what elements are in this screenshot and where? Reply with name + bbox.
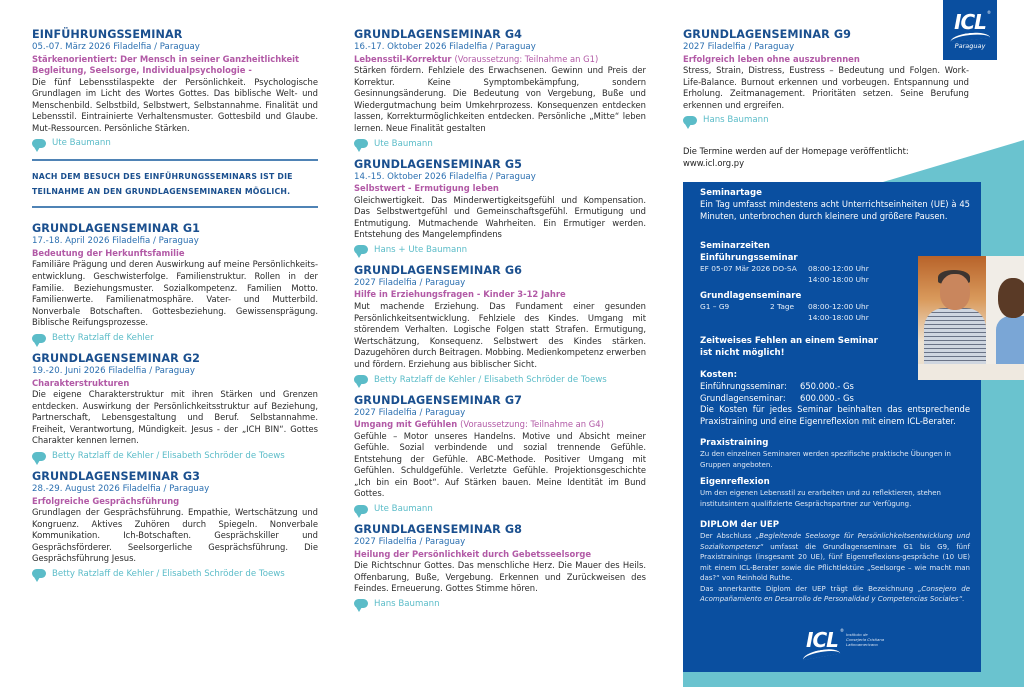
column-right	[683, 28, 973, 169]
warning-text: Zeitweises Fehlen an einem Seminar ist nicht möglich!	[700, 336, 878, 358]
schedule-time: 08:00-12:00 Uhr	[808, 302, 869, 311]
seminar-date: 05.-07. März 2026 Filadelfia / Paraguay	[32, 42, 200, 52]
seminar-date: 17.-18. April 2026 Filadelfia / Paraguay	[32, 236, 199, 247]
seminar-description: Die Richtschnur Gottes. Das menschliche Herz. Die Mauer des Heils. Offenbarung, Buße, Vergebung. Erkennen und Zurückweisen des Feindes. Erneuerung. Gottes Stimme hören.	[354, 560, 646, 594]
seminar-g1	[32, 222, 318, 344]
seminar-subtitle: Bedeutung der Herkunftsfamilie	[32, 247, 185, 258]
seminar-speaker	[32, 137, 318, 149]
schedule-time: 08:00-12:00 Uhr	[808, 264, 869, 273]
section-heading: DIPLOM der UEP	[700, 520, 780, 530]
seminar-subtitle: Erfolgreich leben ohne auszubrennen	[683, 53, 860, 64]
speech-bubble-icon	[354, 599, 368, 608]
speech-bubble-icon	[354, 375, 368, 384]
cost-label: Einführungsseminar:	[700, 381, 787, 391]
column-middle	[354, 28, 646, 618]
speaker-name: Betty Ratzlaff de Kehler / Elisabeth Schröder de Toews	[374, 374, 607, 385]
seminar-title: GRUNDLAGENSEMINAR G3	[32, 470, 200, 483]
speech-bubble-icon	[354, 245, 368, 254]
seminar-speaker	[354, 598, 646, 610]
seminar-title: GRUNDLAGENSEMINAR G2	[32, 352, 200, 366]
speech-bubble-icon	[32, 569, 46, 578]
seminar-g5	[354, 158, 646, 256]
schedule-days: 2 Tage	[770, 302, 795, 311]
seminar-title: GRUNDLAGENSEMINAR G8	[354, 523, 522, 537]
logo-tagline: Instituto de Consejería Cristiana Latinoamericano	[846, 632, 885, 647]
speaker-name: Ute Baumann	[52, 138, 111, 149]
seminar-title: GRUNDLAGENSEMINAR G5	[354, 157, 522, 171]
text: umfasst die Grundlagenseminare G1 bis G9, fünf Praxistrainings (insgesamt 20 UE), fünf Eigenreflexions-gespräche (10 UE) mit einem ICL-Berater sowie die Pflichtlektüre „Seelsorge – wie macht man das?“ von Reinhold Ruthe.	[700, 542, 970, 582]
schedule-row	[700, 264, 900, 285]
speech-bubble-icon	[354, 139, 368, 148]
seminar-date: 16.-17. Oktober 2026 Filadelfia / Paraguay	[354, 42, 536, 52]
seminar-title: GRUNDLAGENSEMINAR G7	[354, 393, 522, 407]
seminar-subtitle	[354, 419, 646, 431]
seminar-speaker	[32, 568, 318, 580]
speaker-name: Betty Ratzlaff de Kehler	[52, 333, 154, 344]
speech-bubble-icon	[32, 334, 46, 343]
section-heading: Praxistraining	[700, 438, 769, 448]
section-heading: Kosten:	[700, 370, 738, 380]
seminar-speaker	[32, 332, 318, 344]
seminar-date: 14.-15. Oktober 2026 Filadelfia / Paraguay	[354, 171, 536, 182]
schedule-time: 14:00-18:00 Uhr	[808, 312, 869, 322]
requirement-note: (Voraussetzung: Teilnahme an G1)	[454, 53, 599, 64]
seminar-subtitle: Selbstwert - Ermutigung leben	[354, 183, 499, 194]
seminar-subtitle: Hilfe in Erziehungsfragen - Kinder 3-12 Jahre	[354, 289, 566, 300]
seminar-speaker	[354, 503, 646, 515]
diplom-paragraph-2	[700, 584, 970, 605]
speaker-name: Ute Baumann	[374, 504, 433, 515]
registered-mark-icon: ®	[987, 10, 991, 15]
cost-row	[700, 393, 970, 405]
speech-bubble-icon	[354, 505, 368, 514]
homepage-text: Die Termine werden auf der Homepage veröffentlicht:	[683, 146, 909, 157]
schedule-time: 14:00-18:00 Uhr	[808, 274, 869, 284]
seminar-subtitle-2: Begleitung, Seelsorge, Individualpsychologie -	[32, 65, 252, 75]
seminar-title: GRUNDLAGENSEMINAR G4	[354, 28, 522, 41]
seminar-speaker	[354, 244, 646, 256]
seminar-g2	[32, 352, 318, 462]
seminar-description: Gefühle – Motor unseres Handelns. Motive und Absicht meiner Gefühle. Sozial verbindende und sozial trennende Gefühle. Entstehung der Gefühle. ABC-Methode. Positiver Umgang mit Gefühlen. Schuldgefühle. Verletzte Gefühle. Projektionsgeschichte „Ich bin ein Boot“. Auf Stärken bauen. Meine Identität im Bund Gottes.	[354, 430, 646, 499]
speech-bubble-icon	[683, 116, 697, 125]
cost-label: Grundlagenseminar:	[700, 392, 786, 403]
speaker-name: Hans + Ute Baumann	[374, 244, 468, 255]
icl-institute-logo	[800, 626, 910, 660]
seminar-title: GRUNDLAGENSEMINAR G9	[683, 28, 851, 41]
speech-bubble-icon	[32, 139, 46, 148]
section-heading: Seminartage	[700, 188, 762, 198]
seminar-speaker	[354, 138, 646, 150]
diplom-section	[700, 519, 970, 605]
absence-warning	[700, 335, 880, 359]
section-text: Ein Tag umfasst mindestens acht Unterrichtseinheiten (UE) à 45 Minuten, unterbrochen durch kleinere und größere Pausen.	[700, 199, 970, 221]
logo-country: Paraguay	[954, 42, 986, 50]
praxistraining-section	[700, 437, 970, 470]
logo-text: ICL	[806, 628, 838, 652]
seminar-einfuehrung	[32, 28, 318, 149]
seminar-subtitle: Erfolgreiche Gesprächsführung	[32, 495, 180, 506]
seminar-description: Gleichwertigkeit. Das Minderwertigkeitsgefühl und Kompensation. Das Selbstwertgefühl und Gemeinschaftsgefühl. Ermutigung und Entmutigung. Mutmachende Wahrheiten. Ein Ermutiger werden. Entstehung des Mangelempfindens	[354, 194, 646, 240]
counseling-photo	[918, 256, 1024, 380]
cost-value: 600.000.- Gs	[800, 392, 854, 403]
section-heading: Eigenreflexion	[700, 477, 770, 487]
seminar-date: 2027 Filadelfia / Paraguay	[683, 42, 795, 52]
seminar-g3	[32, 470, 318, 580]
seminar-description: Familiäre Prägung und deren Auswirkung auf meine Persönlichkeits-entwicklung. Geschwisterfolge. Familienstruktur. Rollen in der Familie. Beziehungsmuster. Sozialkompetenz. Familien Motto. Familienwerte. Familienatmosphäre. Vater- und Mutterbild. Nonverbale Botschaften. Gottesbeziehung. Gewissensprägung. Biblische Reifungsprozesse.	[32, 259, 318, 328]
seminar-date: 2027 Filadelfia / Paraguay	[354, 407, 466, 418]
seminar-speaker	[32, 450, 318, 462]
registered-mark-icon: ®	[840, 628, 844, 633]
seminar-speaker	[354, 374, 646, 386]
seminartage-section	[700, 187, 970, 222]
seminar-description: Stärken fördern. Fehlziele des Erwachsenen. Gewinn und Preis der Korrektur. Keine Symptombekämpfung, sondern Gesinnungsänderung. Die Bedeutung von Vergebung, Buße und Wiedergutmachung beim Umkehrprozess. Konsequenzen entdecken lassen, Korrekturmöglichkeiten entdecken. Persönliche „Mitte“ leben lernen. Neue Finalität gestalten	[354, 65, 646, 133]
seminar-date: 2027 Filadelfia / Paraguay	[354, 537, 466, 548]
speaker-name: Hans Baumann	[703, 115, 769, 126]
seminar-g6	[354, 264, 646, 386]
schedule-label: G1 – G9	[700, 302, 730, 311]
seminar-subtitle: Stärkenorientiert: Der Mensch in seiner Ganzheitlichkeit	[32, 53, 300, 64]
seminar-title: GRUNDLAGENSEMINAR G1	[32, 222, 200, 236]
schedule-label: EF 05-07 Mär 2026 DO-SA	[700, 264, 797, 273]
schedule-row	[700, 302, 900, 323]
seminar-description: Die eigene Charakterstruktur mit ihren Stärken und Grenzen entdecken. Auswirkung der Persönlichkeitsstruktur auf Beziehung, Partnerschaft, Lebensgestaltung und Beruf. Selbstannahme. Freiheit, Verantwortung, Mündigkeit. Jesus - der „ICH BIN“. Gottes Charakter kennen lernen.	[32, 389, 318, 446]
logo-text: ICL	[954, 10, 986, 34]
subtitle-text: Umgang mit Gefühlen	[354, 419, 458, 429]
seminar-description: Stress, Strain, Distress, Eustress – Bedeutung und Folgen. Work-Life-Balance. Burnout erkennen und vorbeugen. Entspannung und Erholung. Zeitmanagement. Prioritäten setzen. Seine Berufung erkennen und ergreifen.	[683, 65, 969, 110]
notice-box: NACH DEM BESUCH DES EINFÜHRUNGSSEMINARS IST DIE TEILNAHME AN DEN GRUNDLAGENSEMINAREN MÖGLICH.	[32, 159, 318, 208]
diplom-paragraph-1	[700, 531, 970, 584]
speaker-name: Betty Ratzlaff de Kehler / Elisabeth Schröder de Toews	[52, 568, 285, 579]
eigenreflexion-section	[700, 476, 970, 509]
subsection-heading: Grundlagenseminare	[700, 291, 802, 301]
subsection-heading: Einführungsseminar	[700, 253, 798, 263]
speaker-name: Hans Baumann	[374, 598, 440, 609]
cost-row	[700, 381, 970, 393]
text: Der Abschluss	[700, 532, 756, 540]
subtitle-text: Lebensstil-Korrektur	[354, 53, 452, 64]
seminar-g4	[354, 28, 646, 150]
seminar-title: EINFÜHRUNGSSEMINAR	[32, 28, 183, 41]
homepage-link[interactable]: www.icl.org.py	[683, 157, 745, 168]
requirement-note: (Voraussetzung: Teilnahme an G4)	[460, 419, 604, 429]
speech-bubble-icon	[32, 452, 46, 461]
speaker-name: Ute Baumann	[374, 138, 433, 149]
seminar-description: Die fünf Lebensstilaspekte der Persönlichkeit. Psychologische Grundlagen im Licht des Wortes Gottes. Das biblische Welt- und Menschenbild. Selbstbild, Selbstwert, Selbstannahme. Finalität und Lebensstil. Eintrainierte Verhaltensmuster. Gottesbild und Glaube. Mut-Ressourcen. Persönliche Stärken.	[32, 76, 318, 133]
diploma-title: „Consejero de Acompañamiento en Desarrollo de Personalidad y Competencias Sociales“.	[700, 584, 971, 603]
homepage-note	[683, 146, 973, 169]
seminar-g9	[683, 28, 969, 126]
section-heading: Seminarzeiten	[700, 241, 770, 251]
seminar-title: GRUNDLAGENSEMINAR G6	[354, 263, 522, 277]
course-name: „Begleitende Seelsorge für Persönlichkeitsentwicklung und Sozialkompetenz“	[700, 532, 970, 551]
seminarzeiten-section	[700, 240, 900, 323]
seminar-date: 28.-29. August 2026 Filadelfia / Paraguay	[32, 484, 210, 494]
seminar-date: 2027 Filadelfia / Paraguay	[354, 277, 466, 288]
speaker-name: Betty Ratzlaff de Kehler / Elisabeth Schröder de Toews	[52, 451, 285, 461]
cost-value: 650.000.- Gs	[800, 381, 854, 391]
seminar-description: Grundlagen der Gesprächsführung. Empathie, Wertschätzung und Kongruenz. Aktives Zuhören durch Spiegeln. Nonverbale Kommunikation. Ich-Botschaften. Gesprächskiller und Gesprächsförderer. Seelsorgerliche Gesprächsführung. Die Gesprächsführung Jesus.	[32, 507, 318, 564]
seminar-subtitle: Charakterstrukturen	[32, 377, 130, 388]
seminar-date: 19.-20. Juni 2026 Filadelfia / Paraguay	[32, 366, 195, 377]
section-text: Zu den einzelnen Seminaren werden spezifische praktische Übungen in Gruppen angeboten.	[700, 450, 951, 469]
section-text: Um den eigenen Lebensstil zu erarbeiten und zu reflektieren, stehen institutsintern qualifizierte Gesprächspartner zur Verfügung.	[700, 489, 941, 508]
seminar-g7	[354, 394, 646, 516]
seminar-subtitle: Heilung der Persönlichkeit durch Gebetsseelsorge	[354, 548, 592, 559]
seminar-description: Mut machende Erziehung. Das Fundament einer gesunden Persönlichkeitsentwicklung. Fehlziele des Kindes. Umgang mit störendem Verhalten. Logische Folgen statt Strafen. Ermutigung, Wertschätzung, Konsequenz. Selbstwert des Kindes stärken. Dazugehören durch Beitragen. Mobbing. Medienkompetenz erwerben und fördern. Erziehung aus biblischer Sicht.	[354, 300, 646, 369]
column-left	[32, 28, 318, 588]
seminar-g8	[354, 523, 646, 610]
section-text: Die Kosten für jedes Seminar beinhalten das entsprechende Praxistraining und eine Eigenreflexion mit einem ICL-Berater.	[700, 404, 970, 426]
text: Das annerkantte Diplom der UEP trägt die Bezeichnung	[700, 584, 919, 593]
seminar-speaker	[683, 114, 969, 126]
seminar-subtitle	[354, 54, 646, 66]
